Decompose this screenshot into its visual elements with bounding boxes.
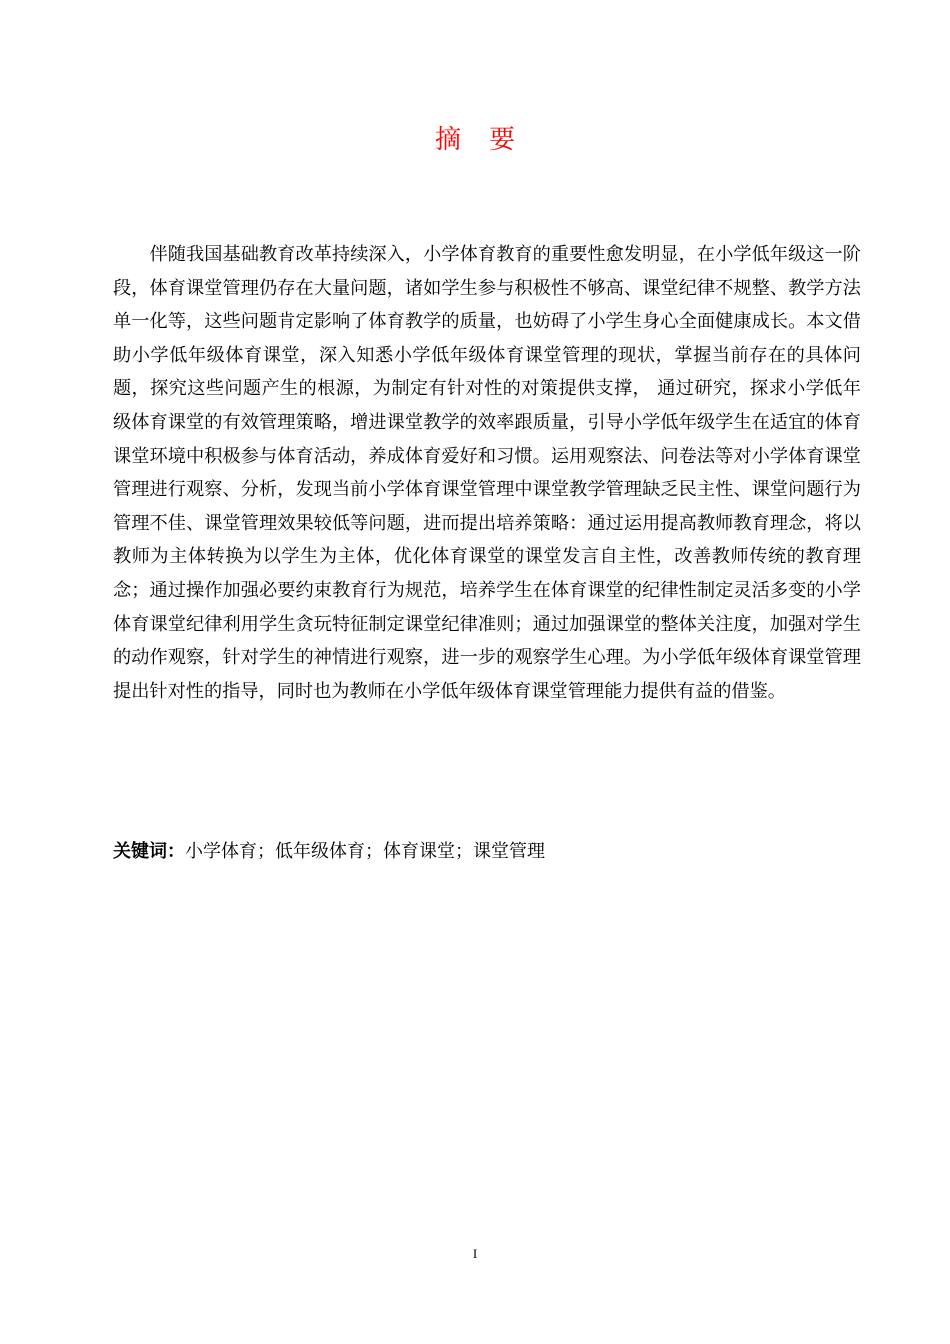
abstract-paragraph: 伴随我国基础教育改革持续深入，小学体育教育的重要性愈发明显，在小学低年级这一阶段，体育课堂管理仍存在大量问题，诸如学生参与积极性不够高、课堂纪律不规整、教学方法单一化等，这些问题肯定影响了体育教学的质量，也妨碍了小学生身心全面健康成长。本文借助小学低年级体育课堂，深入知悉小学低年级体育课堂管理的现状，掌握当前存在的具体问题，探究这些问题产生的根源，为制定有针对性的对策提供支撑， 通过研究，探求小学低年级体育课堂的有效管理策略，增进课堂教学的效率跟质量，引导小学低年级学生在适宜的体育课堂环境中积极参与体育活动，养成体育爱好和习惯。运用观察法、问卷法等对小学体育课堂管理进行观察、分析，发现当前小学体育课堂管理中课堂教学管理缺乏民主性、课堂问题行为管理不佳、课堂管理效果较低等问题，进而提出培养策略：通过运用提高教师教育理念，将以教师为主体转换为以学生为主体，优化体育课堂的课堂发言自主性，改善教师传统的教育理念；通过操作加强必要约束教育行为规范，培养学生在体育课堂的纪律性制定灵活多变的小学体育课堂纪律利用学生贪玩特征制定课堂纪律准则；通过加强课堂的整体关注度，加强对学生的动作观察，针对学生的神情进行观察，进一步的观察学生心理。为小学低年级体育课堂管理提出针对性的指导，同时也为教师在小学低年级体育课堂管理能力提供有益的借鉴。 [113, 244, 861, 702]
page-number: I [472, 1246, 478, 1261]
keywords-text: 小学体育；低年级体育；体育课堂；课堂管理 [185, 841, 545, 862]
keywords-line [113, 835, 861, 868]
page-title: 摘要 [434, 125, 543, 155]
keywords-label: 关键词： [113, 841, 185, 862]
